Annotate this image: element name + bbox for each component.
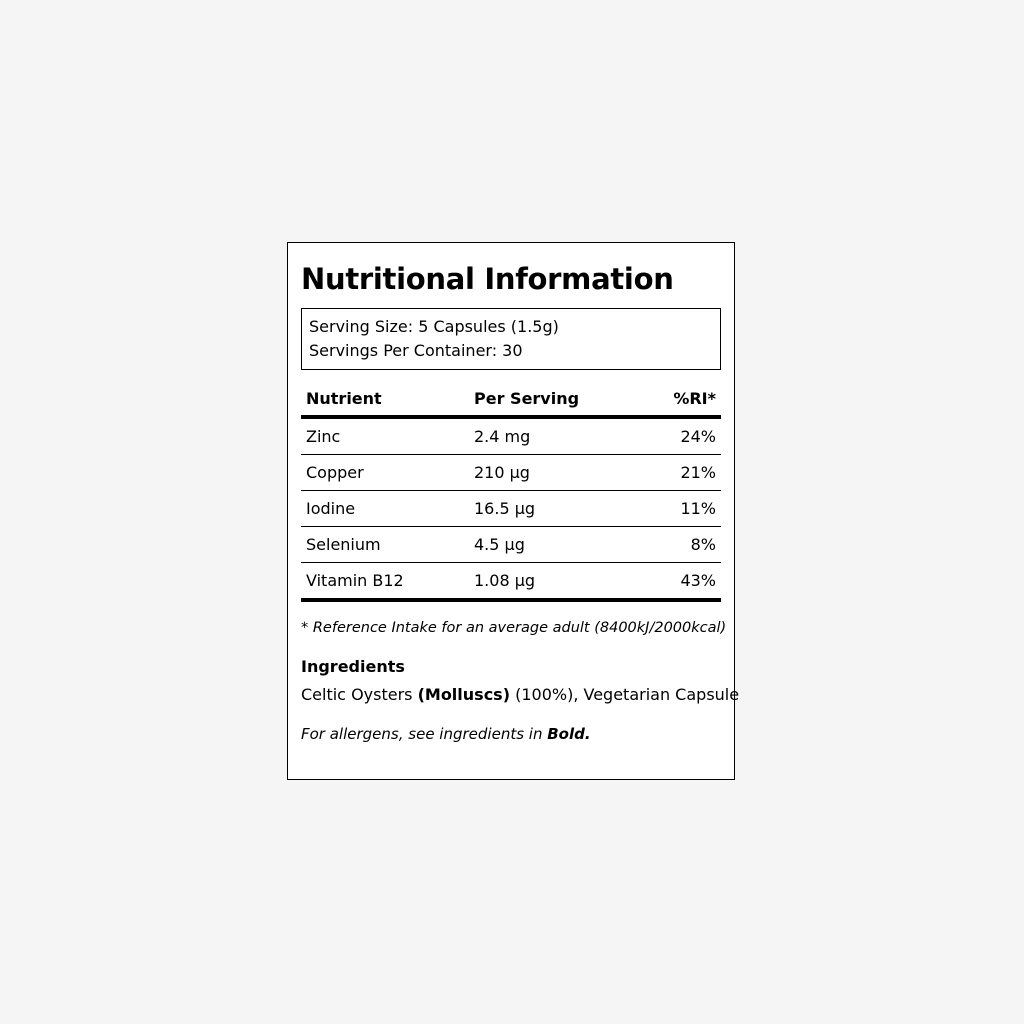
table-row (301, 417, 721, 455)
allergen-highlight: (Molluscs) (417, 685, 511, 704)
header-per-serving: Per Serving (469, 382, 629, 417)
nutrient-amount: 1.08 μg (469, 563, 629, 601)
nutrient-amount: 16.5 μg (469, 491, 629, 527)
nutrition-label (287, 242, 740, 780)
nutrient-amount: 210 μg (469, 455, 629, 491)
ingredients-heading: Ingredients (301, 657, 405, 676)
label-title: Nutritional Information (301, 262, 674, 296)
header-nutrient: Nutrient (301, 382, 469, 417)
table-row (301, 563, 721, 601)
allergen-note-bold: Bold. (547, 725, 591, 743)
table-row (301, 455, 721, 491)
serving-info-box (301, 308, 721, 370)
nutrient-name: Copper (301, 455, 469, 491)
allergen-note (301, 723, 721, 745)
serving-size: Serving Size: 5 Capsules (1.5g) (309, 317, 559, 336)
nutrient-amount: 2.4 mg (469, 417, 629, 455)
servings-per-container: Servings Per Container: 30 (309, 341, 523, 360)
ingredients-part: (100%), Vegetarian Capsule (510, 685, 740, 704)
nutrient-name: Selenium (301, 527, 469, 563)
nutrient-amount: 4.5 μg (469, 527, 629, 563)
nutrient-name: Zinc (301, 417, 469, 455)
allergen-note-text: For allergens, see ingredients in (301, 725, 548, 743)
nutrient-ri: 43% (629, 563, 721, 601)
nutrient-ri: 24% (629, 417, 721, 455)
nutrient-ri: 8% (629, 527, 721, 563)
nutrient-ri: 11% (629, 491, 721, 527)
nutrient-ri: 21% (629, 455, 721, 491)
table-row (301, 491, 721, 527)
table-header-row (301, 382, 721, 417)
nutrient-name: Iodine (301, 491, 469, 527)
ri-footnote: * Reference Intake for an average adult (8400kJ/2000kcal) (301, 620, 727, 636)
ingredients-text (301, 684, 740, 706)
header-ri: %RI* (629, 382, 721, 417)
table-row (301, 527, 721, 563)
nutrient-table (301, 382, 721, 602)
ingredients-part: Celtic Oysters (301, 685, 418, 704)
nutrient-name: Vitamin B12 (301, 563, 469, 601)
